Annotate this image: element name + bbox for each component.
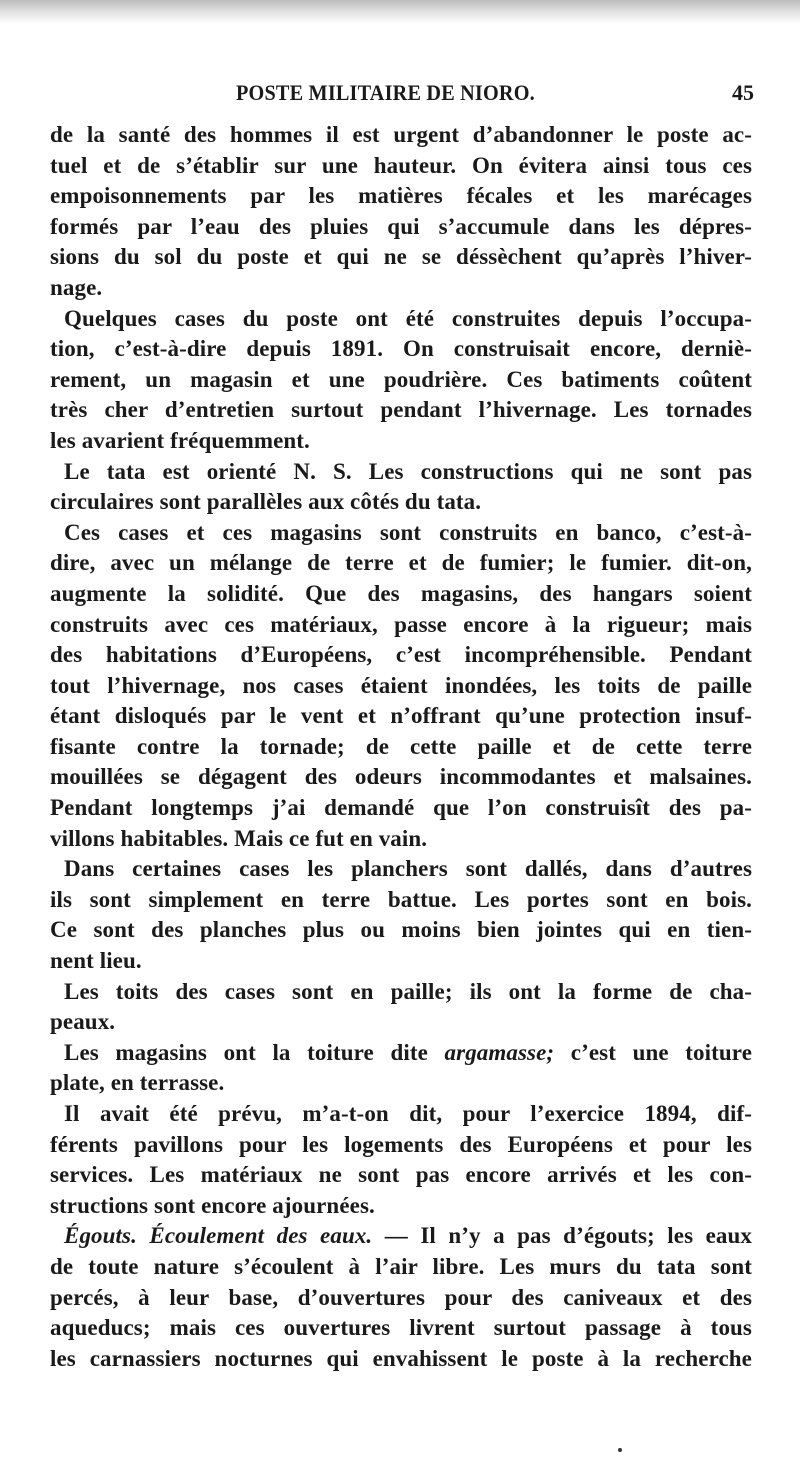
text-line: Égouts. Écoulement des eaux. — Il n’y a pas d’égouts; les eaux (64, 1223, 752, 1249)
italic-term: argamasse; (444, 1039, 555, 1065)
text-line: peaux. (50, 1009, 116, 1035)
text-line: structions sont encore ajournées. (50, 1192, 375, 1218)
text-line: aqueducs; mais ces ouvertures livrent surtout passage à tous (50, 1315, 752, 1341)
text-line: férents pavillons pour les logements des Européens et pour les (50, 1131, 752, 1157)
text-line: Ces cases et ces magasins sont construits en banco, c’est-à- (64, 519, 752, 545)
text-line: augmente la solidité. Que des magasins, des hangars soient (50, 580, 752, 606)
text-line: très cher d’entretien surtout pendant l’hivernage. Les tornades (50, 397, 752, 423)
text-line: plate, en terrasse. (50, 1070, 225, 1096)
text-line: les carnassiers nocturnes qui envahissent le poste à la recherche (50, 1345, 752, 1371)
text-line: ils sont simplement en terre battue. Les portes sont en bois. (50, 886, 752, 912)
text-line: de la santé des hommes il est urgent d’abandonner le poste ac- (50, 122, 752, 147)
body-text (50, 120, 752, 1374)
text-line: tout l’hivernage, nos cases étaient inondées, les toits de paille (50, 672, 752, 698)
page-header (0, 80, 800, 112)
text-line: Les toits des cases sont en paille; ils ont la forme de cha- (64, 978, 752, 1004)
text-line: circulaires sont parallèles aux côtés du tata. (50, 489, 482, 515)
text-line: fisante contre la tornade; de cette paille et de cette terre (50, 733, 752, 759)
text-line: Dans certaines cases les planchers sont dallés, dans d’autres (64, 856, 752, 882)
text-line: Quelques cases du poste ont été construites depuis l’occupa- (64, 305, 752, 331)
text-line: rement, un magasin et une poudrière. Ces batiments coûtent (50, 366, 752, 392)
text-line: Pendant longtemps j’ai demandé que l’on construisît des pa- (50, 795, 752, 821)
text-line: dire, avec un mélange de terre et de fumier; le fumier. dit-on, (50, 550, 752, 576)
text-line: formés par l’eau des pluies qui s’accumule dans les dépres- (50, 213, 752, 239)
scan-edge-shadow (0, 0, 800, 24)
text-line: nent lieu. (50, 948, 142, 974)
running-title: POSTE MILITAIRE DE NIORO. (236, 80, 535, 105)
italic-term: Égouts. Écoulement des eaux. (64, 1223, 373, 1249)
text-line: nage. (50, 274, 103, 300)
text-line: percés, à leur base, d’ouvertures pour des caniveaux et des (50, 1284, 752, 1310)
text-line: villons habitables. Mais ce fut en vain. (50, 825, 428, 851)
text-line: services. Les matériaux ne sont pas encore arrivés et les con- (50, 1162, 752, 1188)
text-line: des habitations d’Européens, c’est incompréhensible. Pendant (50, 642, 752, 668)
text-line: étant disloqués par le vent et n’offrant qu’une protection insuf- (50, 703, 752, 729)
text-line: de toute nature s’écoulent à l’air libre. Les murs du tata sont (50, 1253, 752, 1279)
text-line: Les magasins ont la toiture dite argamasse; c’est une toiture (64, 1039, 752, 1065)
text-line: sions du sol du poste et qui ne se déssèchent qu’après l’hiver- (50, 244, 752, 270)
text-line: tion, c’est-à-dire depuis 1891. On construisait encore, derniè- (50, 336, 752, 362)
text-line: construits avec ces matériaux, passe encore à la rigueur; mais (50, 611, 752, 637)
text-line: empoisonnements par les matières fécales et les marécages (50, 183, 752, 209)
text-line: tuel et de s’établir sur une hauteur. On évitera ainsi tous ces (50, 152, 752, 178)
text-line: Il avait été prévu, m’a-t-on dit, pour l’exercice 1894, dif- (64, 1101, 752, 1126)
page-number: 45 (732, 80, 754, 105)
text-line: Ce sont des planches plus ou moins bien jointes qui en tien- (50, 917, 752, 943)
print-speck (618, 1448, 622, 1452)
text-line: mouillées se dégagent des odeurs incommodantes et malsaines. (50, 764, 752, 790)
text-line: les avarient fréquemment. (50, 427, 310, 453)
text-line: Le tata est orienté N. S. Les constructions qui ne sont pas (64, 458, 752, 484)
